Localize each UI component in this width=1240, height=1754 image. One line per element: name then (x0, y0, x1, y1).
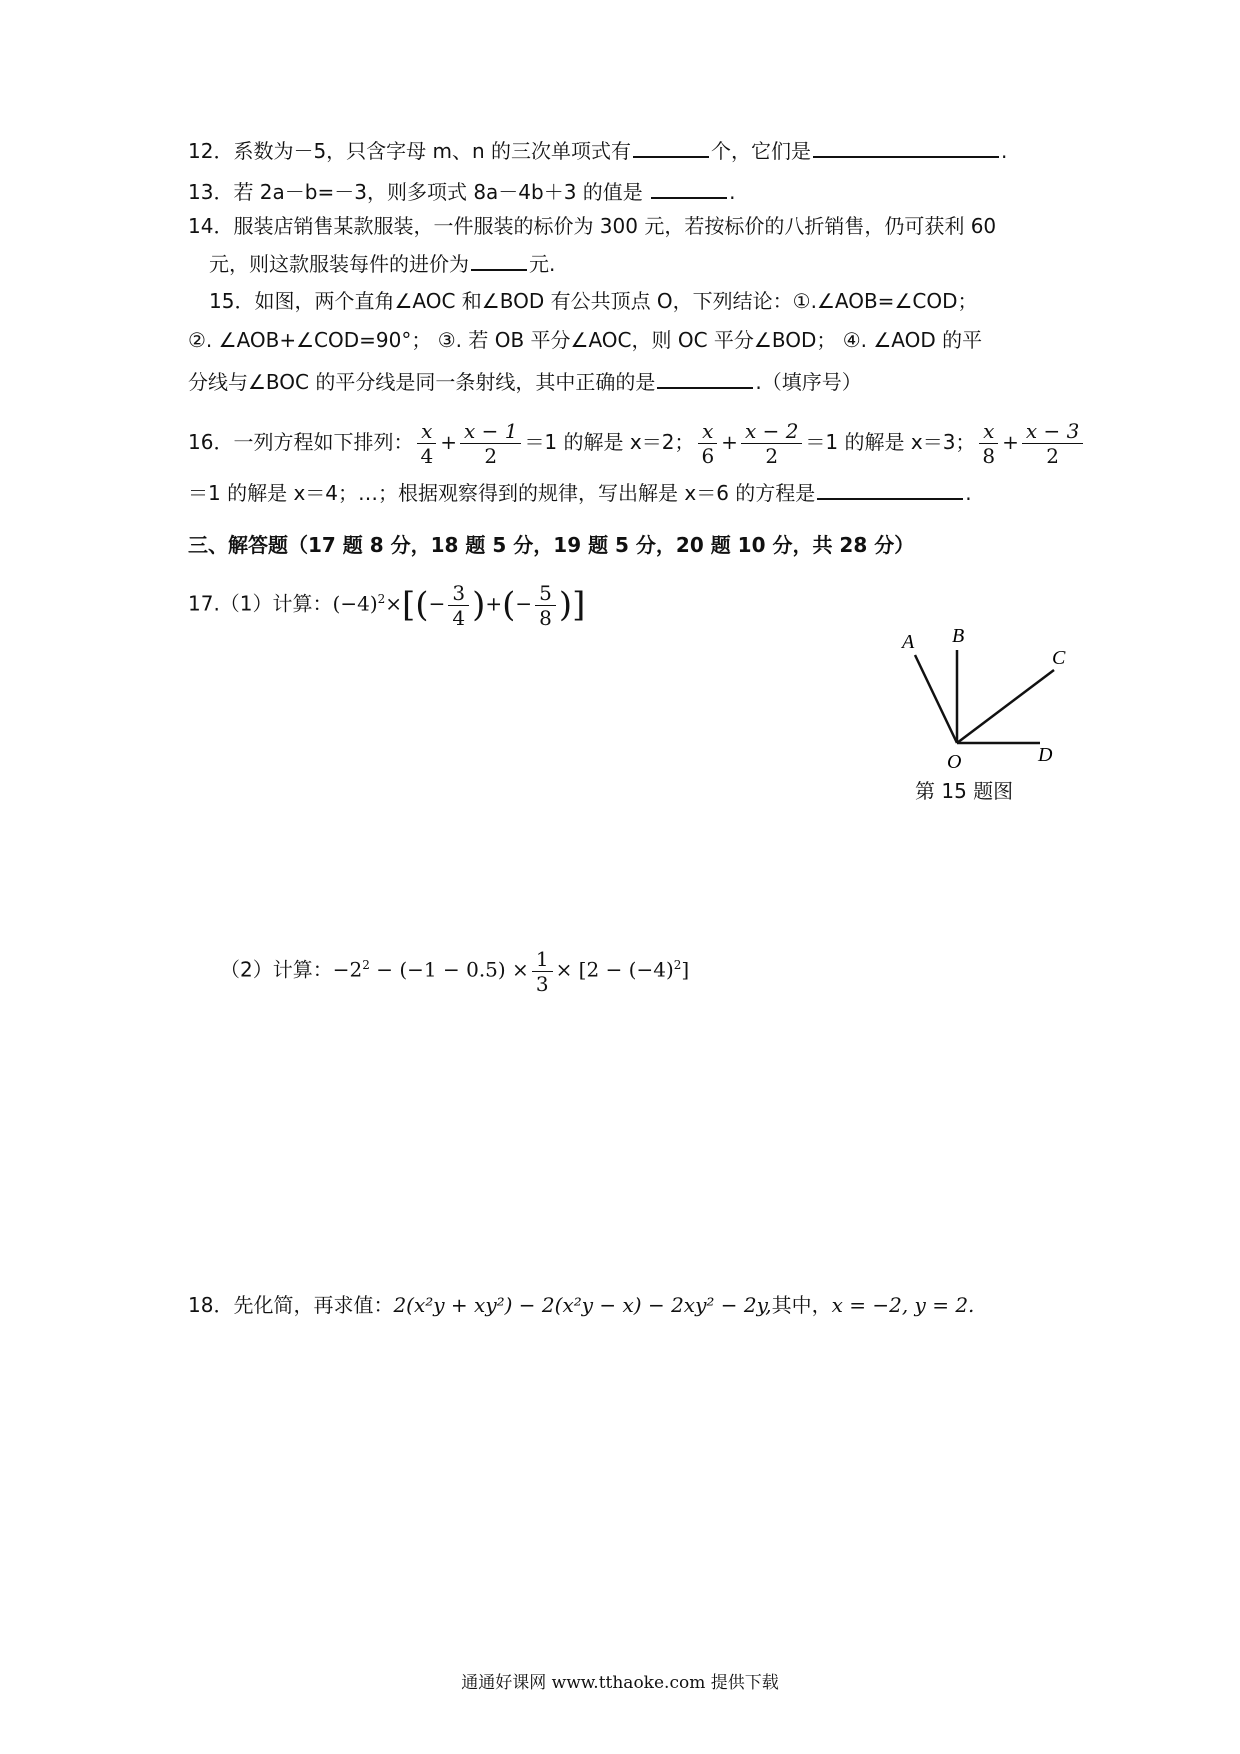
q17-p2-b: − (−1 − 0.5) × (376, 957, 529, 982)
label-A: A (902, 631, 915, 653)
question-18 (188, 1290, 974, 1320)
ray-OA (915, 655, 957, 743)
q16-sol1: ＝1 的解是 x＝2； (524, 430, 695, 454)
q16-period: . (965, 481, 972, 505)
q16-eq3-frac1: $\frac{x}{8}$ (978, 419, 999, 468)
question-14-line1: 14．服装店销售某款服装，一件服装的标价为 300 元，若按标价的八折销售，仍可获利 60 (188, 214, 997, 238)
section-3-title: 三、解答题（17 题 8 分，18 题 5 分，19 题 5 分，20 题 10 分，共 28 分） (188, 533, 915, 557)
question-17-part2 (220, 930, 689, 1005)
q17-p2-c: × [2 − (−4) (555, 957, 674, 982)
q15-suffix: .（填序号） (755, 370, 862, 394)
q16-eq2-frac1: $\frac{x}{6}$ (697, 419, 718, 468)
q18-expression: 2(x²y + xy²) − 2(x²y − x) − 2xy² − 2y, (393, 1293, 772, 1317)
q13-blank[interactable] (651, 175, 727, 199)
q14-unit: 元. (529, 252, 556, 276)
q16-sol2: ＝1 的解是 x＝3； (805, 430, 976, 454)
q18-label: 18．先化简，再求值： (188, 1293, 394, 1317)
question-14-line2 (209, 247, 555, 279)
q17-p2-c-exp: 2 (673, 958, 682, 972)
q17-p1-base: (−4) (332, 591, 378, 616)
figure-15-caption: 第 15 题图 (915, 779, 1014, 803)
ray-OC (957, 670, 1054, 743)
q12-period: . (1001, 139, 1008, 163)
q12-text-b: 个，它们是 (711, 139, 812, 163)
q17-p1-frac2: $\frac{5}{8}$ (535, 581, 556, 630)
q16-text: ＝1 的解是 x＝4；…；根据观察得到的规律，写出解是 x＝6 的方程是 (188, 481, 816, 505)
label-D: D (1038, 744, 1053, 766)
question-15-line2: ②. ∠AOB+∠COD=90°； ③. 若 OB 平分∠AOC，则 OC 平分∠BOD； ④. ∠AOD 的平 (188, 328, 983, 352)
q17-p1-times: × (385, 591, 403, 616)
q14-blank[interactable] (471, 247, 527, 271)
q15-blank[interactable] (657, 365, 753, 389)
q18-where: 其中， (771, 1293, 832, 1317)
q18-values: x = −2, y = 2. (831, 1293, 975, 1317)
q17-p2-d: ] (681, 957, 690, 982)
question-15-line3 (188, 365, 862, 397)
q12-text: 12．系数为－5，只含字母 m、n 的三次单项式有 (188, 139, 632, 163)
figure-15-diagram (880, 620, 1080, 770)
q17-p2-a: −2 (332, 957, 363, 982)
label-C: C (1052, 647, 1066, 669)
q17-p2-frac: $\frac{1}{3}$ (532, 947, 553, 996)
label-O: O (947, 751, 962, 770)
q12-blank-count[interactable] (633, 134, 709, 158)
q13-text: 13．若 2a－b=－3，则多项式 8a－4b＋3 的值是 (188, 180, 643, 204)
q12-blank-list[interactable] (813, 134, 999, 158)
q16-eq3-frac2: $\frac{x - 3}{2}$ (1022, 419, 1083, 468)
q15-text: 分线与∠BOC 的平分线是同一条射线，其中正确的是 (188, 370, 656, 394)
q17-p2-label: （2）计算： (220, 957, 333, 982)
q17-p1-frac1: $\frac{3}{4}$ (448, 581, 469, 630)
question-12 (188, 134, 1007, 166)
q16-eq1-frac2: $\frac{x - 1}{2}$ (460, 419, 521, 468)
page-footer: 通通好课网 www.tthaoke.com 提供下载 (461, 1673, 779, 1693)
question-16-line2 (188, 476, 972, 508)
q14-text: 元，则这款服装每件的进价为 (209, 252, 469, 276)
question-13 (188, 175, 736, 207)
q16-eq2-frac2: $\frac{x - 2}{2}$ (741, 419, 802, 468)
q16-eq1-frac1: $\frac{x}{4}$ (416, 419, 437, 468)
q17-p1-exp: 2 (377, 592, 386, 606)
q16-blank[interactable] (817, 476, 963, 500)
q16-prefix: 16．一列方程如下排列： (188, 430, 414, 454)
label-B: B (952, 625, 965, 647)
q17-p1-label: 17.（1）计算： (188, 591, 333, 616)
question-17-part1: 17.（1）计算：$(-4)^2\times[(-$ $\frac{3}{4}$ )+(− $\frac{5}{8}$ )] (188, 580, 586, 630)
q13-period: . (729, 180, 736, 204)
question-16-line1: 16．一列方程如下排列： $\frac{x}{4}$ + $\frac{x - 1}{2}$ ＝1 的解是 x＝2； $\frac{x}{6}$ + $\frac{x - 2}{2}$ ＝1 的解是 x＝3； $\frac{x}{8}$ + $\frac{x - 3}{2}$ (188, 412, 1086, 472)
q17-p2-a-exp: 2 (362, 958, 370, 972)
question-15-line1: 15．如图，两个直角∠AOC 和∠BOD 有公共顶点 O，下列结论：①.∠AOB=∠COD； (209, 289, 978, 313)
